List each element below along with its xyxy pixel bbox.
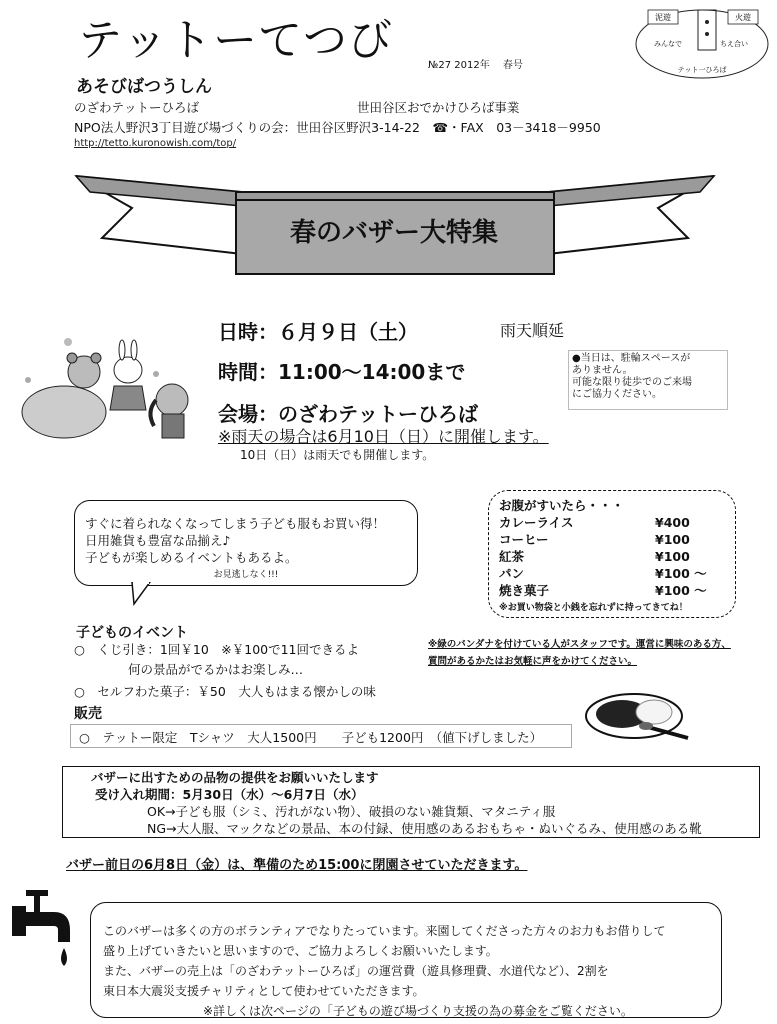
kids-events-heading: 子どものイベント [76,625,188,641]
bubble-tail [130,582,160,606]
info-line: このバザーは多くの方のボランティアでなりたっています。来園してくださった方々のお力もお借りして [103,924,666,938]
food-note: ※お買い物袋と小銭を忘れずに持ってきてね！ [499,603,688,613]
newsletter-subtitle: あそびばつうしん [76,77,212,97]
kids-event-lottery: ○ くじ引き：1回￥10 ※￥100で11回できるよ [74,642,360,657]
staff-bandana-note: ※緑のバンダナを付けている人がスタッフです。運営に興味のある方、 質問があるかたはお気軽に声をかけてください。 [428,639,731,667]
tetto-logo [632,4,772,82]
animal-characters-illustration [6,330,206,450]
event-date: 日時：６月９日（土） [218,320,418,344]
rain-date-note-2: 10日（日）は雨天でも開催します。 [240,448,435,462]
food-menu-title: お腹がすいたら・・・ [499,498,625,513]
newsletter-title: テットーてつび [78,15,393,66]
logo-text-3: みんなで [654,40,682,48]
logo-text-1: 泥遊 [655,13,671,22]
tshirt-sale-item: ○ テットー限定 Tシャツ 大人1500円 子ども1200円 （値下げしました） [70,724,572,748]
logo-text-4: ちえ合い [720,40,748,48]
org-program: 世田谷区おでかけひろば事業 [357,100,520,115]
food-item: 紅茶 ¥100 [499,549,690,564]
parking-line: ●当日は、駐輪スペースが [572,353,691,364]
org-contact: NPO法人野沢3丁目遊び場づくりの会：世田谷区野沢3-14-22 ☎・FAX 03－3418－9950 [74,120,601,135]
logo-text-5: テット一ひろば [677,66,727,74]
rain-date-note: ※雨天の場合は6月10日（日）に開催します。 [218,427,549,446]
food-item: 焼き菓子 ¥100 ～ [499,583,707,598]
bubble-line: 日用雑貨も豊富な品揃え♪ [85,533,231,548]
banner-title: 春のバザー大特集 [289,218,498,248]
food-item: パン ¥100 ～ [499,566,707,581]
sales-heading: 販売 [74,706,102,722]
donation-title: バザーに出すための品物の提供をお願いいたします [91,770,379,785]
bubble-line: 子どもが楽しめるイベントもあるよ。 [85,550,298,565]
parking-line: 可能な限り徒歩でのご来場 [572,377,692,388]
promo-speech-bubble [74,500,418,586]
info-line: また、バザーの売上は「のざわテットーひろば」の運営費（遊具修理費、水道代など）、2割を [103,964,609,978]
parking-line: ありません。 [572,365,633,376]
food-item: カレーライス ¥400 [499,515,690,530]
closing-notice: バザー前日の6月8日（金）は、準備のため15:00に閉園させていただきます。 [66,858,528,873]
kids-event-cotton-candy: ○ セルフわた菓子：￥50 大人もはまる懐かしの味 [74,684,376,699]
curry-rice-illustration [584,686,694,746]
issue-number: №27 2012年 春号 [428,60,523,71]
food-item: コーヒー ¥100 [499,532,690,547]
website-link[interactable]: http://tetto.kuronowish.com/top/ [74,138,237,149]
info-line: ※詳しくは次ページの「子どもの遊び場づくり支援の為の募金をご覧ください。 [203,1004,633,1018]
faucet-icon [8,882,84,978]
event-place: 会場：のざわテットーひろば [218,402,478,426]
donation-ok-items: OK→子ども服（シミ、汚れがない物）、破損のない雑貨類、マタニティ服 [147,804,556,819]
org-name: のざわテットーひろば [74,100,200,115]
food-menu [488,490,736,618]
bubble-line: すぐに着られなくなってしまう子ども服もお買い得！ [85,516,386,531]
info-line: 盛り上げていきたいと思いますので、ご協力よろしくお願いいたします。 [103,944,498,958]
rain-policy: 雨天順延 [500,321,565,340]
donation-period: 受け入れ期間：5月30日（水）～6月7日（水） [95,787,364,802]
parking-line: にご協力ください。 [572,389,662,400]
parking-notice [568,350,728,410]
logo-text-2: 火遊 [735,13,751,22]
volunteer-info-box [90,902,722,1018]
bubble-tagline: お見逃しなく!!! [213,570,279,580]
donation-request-box [62,766,760,838]
donation-ng-items: NG→大人服、マックなどの景品、本の付録、使用感のあるおもちゃ・ぬいぐるみ、使用感のある靴 [147,821,702,836]
event-time: 時間：11:00～14:00まで [218,360,466,384]
kids-event-lottery-note: 何の景品がでるかはお楽しみ… [128,662,304,677]
info-line: 東日本大震災支援チャリティとして使わせていただきます。 [103,984,425,998]
